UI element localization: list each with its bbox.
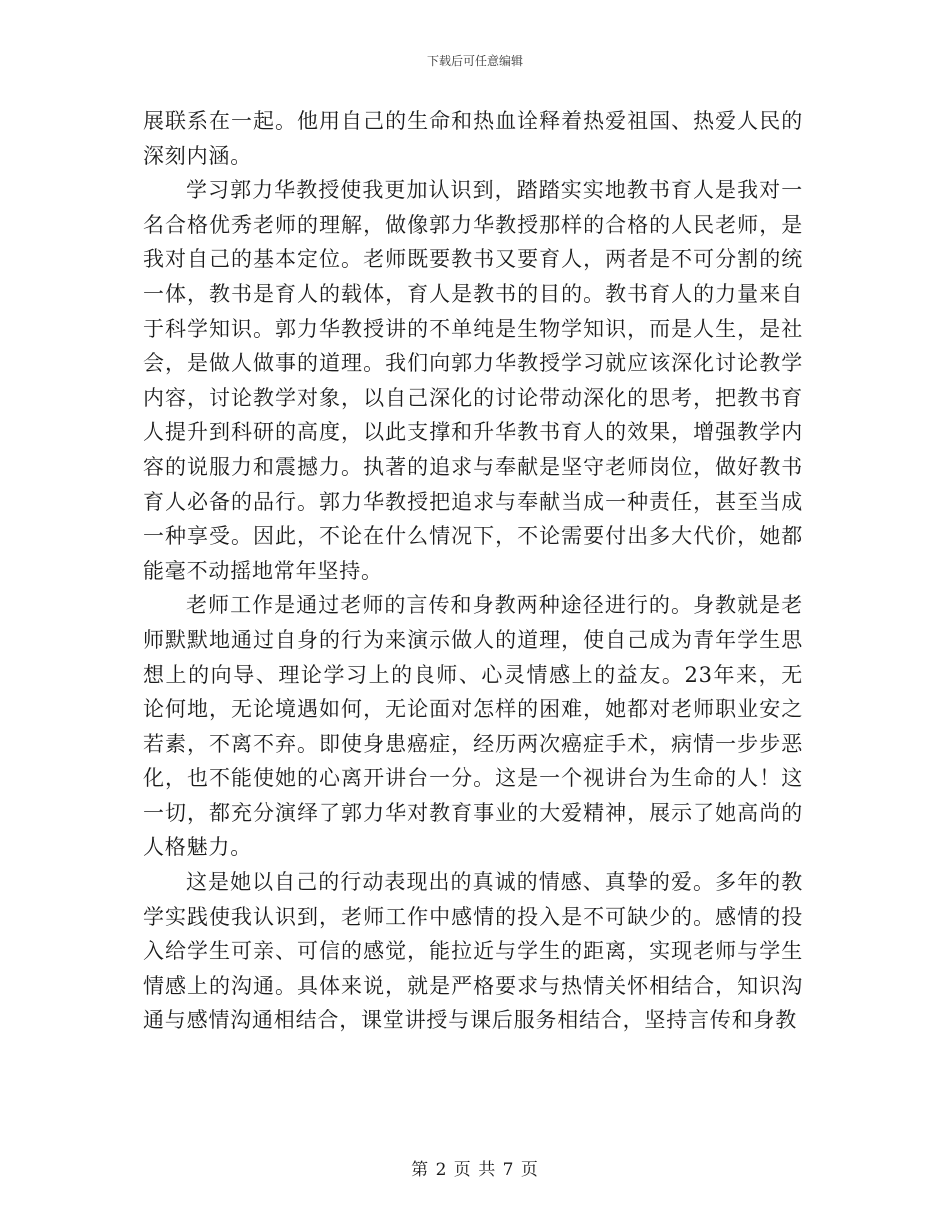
paragraph-4: 这是她以自己的行动表现出的真诚的情感、真挚的爱。多年的教学实践使我认识到，老师工作中感情的投入是不可缺少的。感情的投入给学生可亲、可信的感觉，能拉近与学生的距离，实现老师与学生情感上的沟通。具体来说，就是严格要求与热情关怀相结合，知识沟通与感情沟通相结合，课堂讲授与课后服务相结合，坚持言传和身教 (143, 870, 803, 1033)
paragraph-3: 老师工作是通过老师的言传和身教两种途径进行的。身教就是老师默默地通过自身的行为来演示做人的道理，使自己成为青年学生思想上的向导、理论学习上的良师、心灵情感上的益友。23年来，无论何地，无论境遇如何，无论面对怎样的困难，她都对老师职业安之若素，不离不弃。即使身患癌症，经历两次癌症手术，病情一步步恶化，也不能使她的心离开讲台一分。这是一个视讲台为生命的人！这一切，都充分演绎了郭力华对教育事业的大爱精神，展示了她高尚的人格魅力。 (143, 593, 803, 860)
document-body (143, 104, 803, 1038)
paragraph-1: 展联系在一起。他用自己的生命和热血诠释着热爱祖国、热爱人民的深刻内涵。 (143, 109, 803, 168)
paragraph-2: 学习郭力华教授使我更加认识到，踏踏实实地教书育人是我对一名合格优秀老师的理解，做像郭力华教授那样的合格的人民老师，是我对自己的基本定位。老师既要教书又要育人，两者是不可分割的统一体，教书是育人的载体，育人是教书的目的。教书育人的力量来自于科学知识。郭力华教授讲的不单纯是生物学知识，而是人生，是社会，是做人做事的道理。我们向郭力华教授学习就应该深化讨论教学内容，讨论教学对象，以自己深化的讨论带动深化的思考，把教书育人提升到科研的高度，以此支撑和升华教书育人的效果，增强教学内容的说服力和震撼力。执著的追求与奉献是坚守老师岗位，做好教书育人必备的品行。郭力华教授把追求与奉献当成一种责任，甚至当成一种享受。因此，不论在什么情况下，不论需要付出多大代价，她都能毫不动摇地常年坚持。 (143, 178, 803, 583)
page-number-footer: 第 2 页 共 7 页 (411, 1160, 539, 1180)
page-header: 下载后可任意编辑 (426, 54, 523, 68)
